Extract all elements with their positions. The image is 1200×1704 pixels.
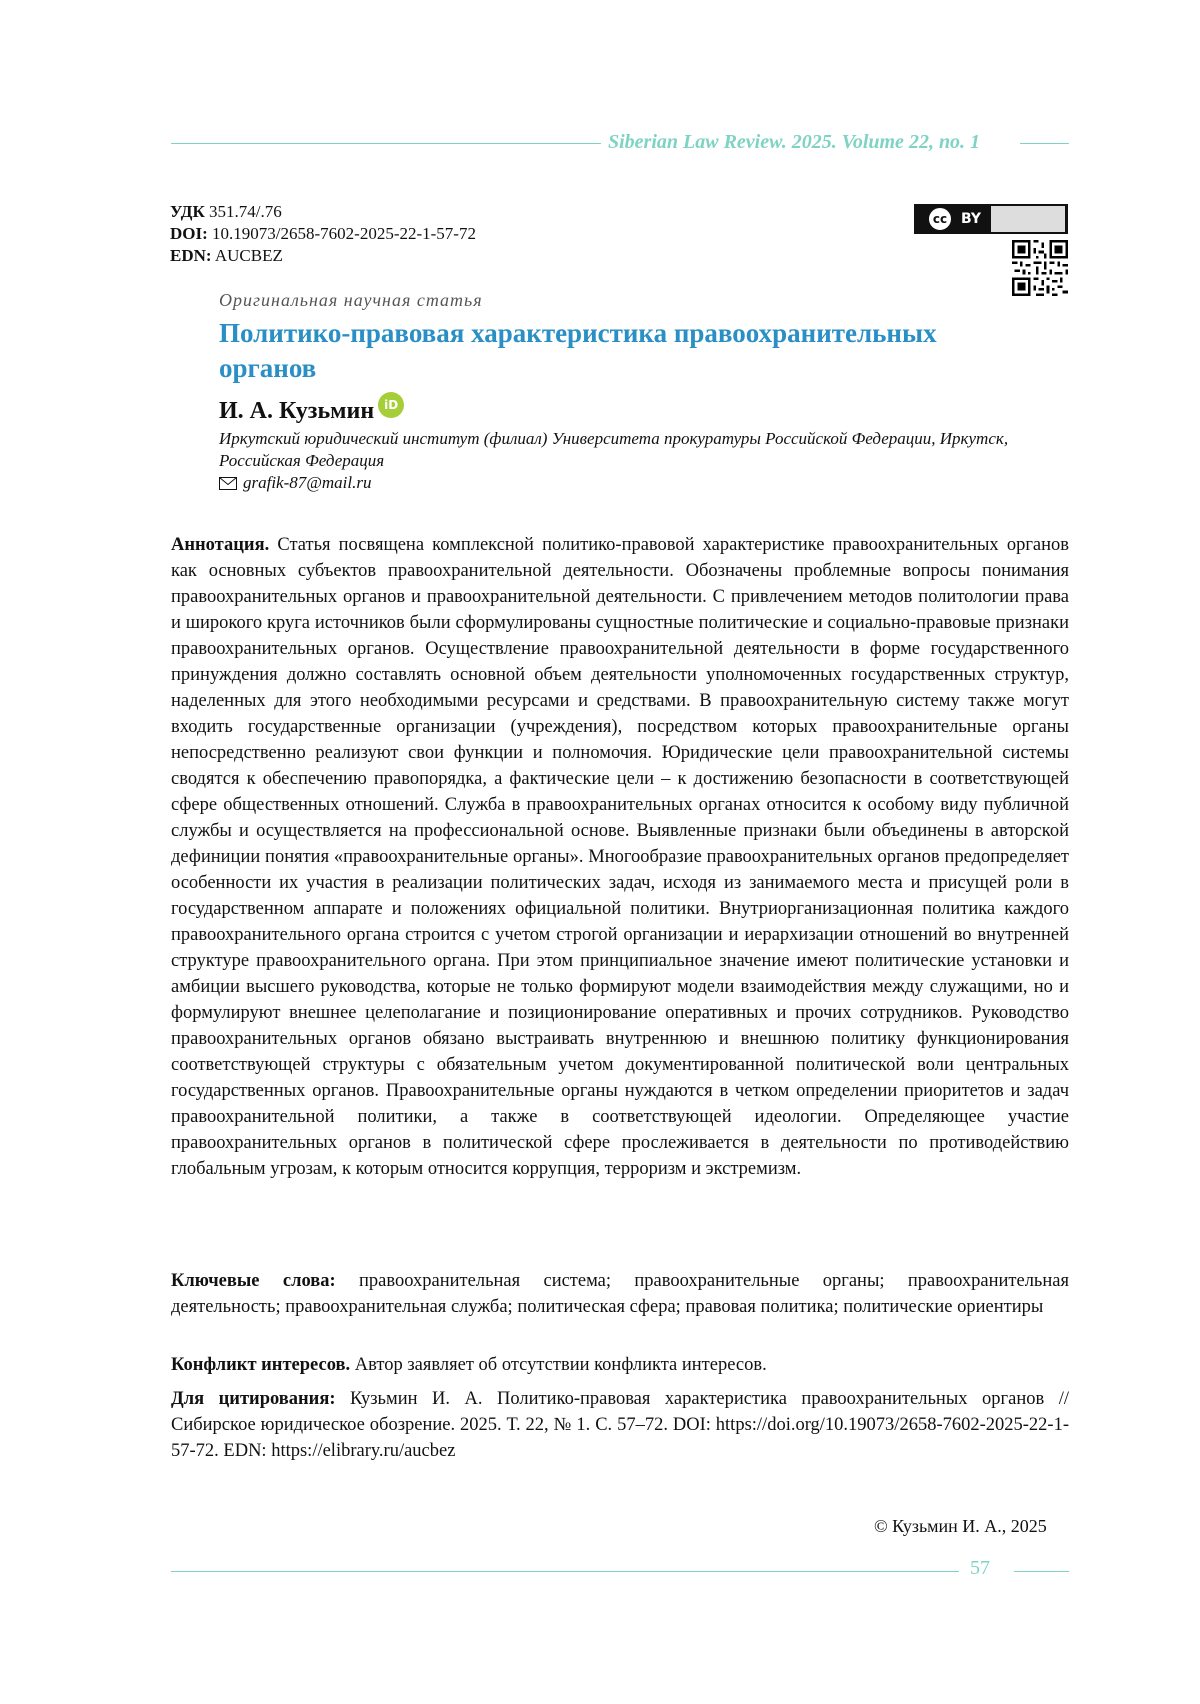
author-email[interactable]: grafik-87@mail.ru <box>243 473 372 492</box>
journal-running-title: Siberian Law Review. 2025. Volume 22, no. 1 <box>608 131 981 153</box>
cc-by-label: BY <box>961 211 982 227</box>
citation <box>171 1386 1069 1464</box>
qr-code-icon[interactable] <box>1012 240 1068 296</box>
conflict-text: Автор заявляет об отсутствии конфликта интересов. <box>354 1355 767 1375</box>
abstract-label: Аннотация. <box>171 535 270 555</box>
citation-text: Кузьмин И. А. Политико-правовая характеристика правоохранительных органов // Сибирское юридическое обозрение. 2025. Т. 22, № 1. С. 57–72. DOI: https://doi.org/10.19073/2658-7602-2025-22-1-57-72. EDN: https://elibrary.ru/aucbez <box>171 1389 1070 1461</box>
conflict-label: Конфликт интересов. <box>171 1355 351 1375</box>
doi-line <box>170 223 476 245</box>
envelope-icon <box>219 477 237 490</box>
article-type: Оригинальная научная статья <box>219 290 483 310</box>
page-number: 57 <box>970 1557 990 1579</box>
edn-label: EDN: <box>170 246 212 265</box>
conflict-of-interest <box>171 1352 1069 1378</box>
udk-line <box>170 201 476 223</box>
article-title: Политико-правовая характеристика правоохранительных органов <box>219 318 937 383</box>
header-rule-right <box>1020 143 1069 144</box>
author-affiliation: Иркутский юридический институт (филиал) Университета прокуратуры Российской Федерации, Иркутск, Российская Федерация <box>219 429 1009 470</box>
doi-value[interactable]: 10.19073/2658-7602-2025-22-1-57-72 <box>212 224 476 243</box>
keywords-label: Ключевые слова: <box>171 1271 336 1291</box>
abstract-text: Статья посвящена комплексной политико-правовой характеристике правоохранительных органов как основных субъектов правоохранительной деятельности. Обозначены проблемные вопросы понимания правоохранительных органов и правоохранительной деятельности. С привлечением методов политологии права и широкого круга источников были сформулированы сущностные политические и социально-правовые признаки правоохранительных органов. Осуществление правоохранительной деятельности в форме государственного принуждения должно составлять основной объем деятельности уполномоченных государственных структур, наделенных для этого необходимыми ресурсами и средствами. В правоохранительную систему также могут входить государственные организации (учреждения), посредством которых правоохранительные органы непосредственно реализуют свои функции и полномочия. Юридические цели правоохранительной системы сводятся к обеспечению правопорядка, а фактические цели – к достижению безопасности в соответствующей сфере общественных отношений. Служба в правоохранительных органах относится к особому виду публичной службы и осуществляется на профессиональной основе. Выявленные признаки были объединены в авторской дефиниции понятия «правоохранительные органы». Многообразие правоохранительных органов предопределяет особенности их участия в реализации политических задач, исходя из занимаемого места и присущей роли в государственном аппарате и положениях официальной политики. Внутриорганизационная политика каждого правоохранительного органа строится с учетом строгой организации и иерархизации отношений во внутренней структуре правоохранительного органа. При этом принципиальное значение имеют политические установки и амбиции высшего руководства, которые не только формируют модели взаимодействия между служащими, но и формулируют внешнее целеполагание и позиционирование оперативных и прочих сотрудников. Руководство правоохранительных органов обязано выстраивать внутреннюю и внешнюю политику функционирования соответствующей структуры с обязательным учетом документированной политической воли центральных государственных органов. Правоохранительные органы нуждаются в четком определении приоритетов и задач правоохранительной политики, а также в соответствующей идеологии. Определяющее участие правоохранительных органов в политической сфере прослеживается в деятельности по противодействию глобальным угрозам, к которым относится коррупция, терроризм и экстремизм. <box>171 535 1069 1179</box>
keywords <box>171 1268 1069 1320</box>
article-meta <box>170 201 476 267</box>
edn-value: AUCBEZ <box>214 246 283 265</box>
footer-rule-right <box>1014 1571 1069 1572</box>
copyright: © Кузьмин И. А., 2025 <box>874 1516 1047 1536</box>
author-name: И. А. Кузьмин <box>219 398 375 424</box>
udk-label: УДК <box>170 202 205 221</box>
abstract <box>171 532 1069 1182</box>
edn-line <box>170 245 476 267</box>
footer-rule-left <box>171 1571 959 1572</box>
cc-badge-fill <box>991 206 1065 232</box>
udk-value: 351.74/.76 <box>209 202 282 221</box>
orcid-icon[interactable]: iD <box>378 392 404 418</box>
cc-circle: cc <box>927 206 953 232</box>
cc-by-license-icon[interactable] <box>914 204 1068 234</box>
author-email-line <box>219 473 372 493</box>
citation-label: Для цитирования: <box>171 1389 336 1409</box>
keywords-text: правоохранительная система; правоохранительные органы; правоохранительная деятельность; правоохранительная служба; политическая сфера; правовая политика; политические ориентиры <box>171 1271 1069 1317</box>
header-rule-left <box>171 143 601 144</box>
author-line <box>219 398 404 425</box>
doi-label: DOI: <box>170 224 208 243</box>
